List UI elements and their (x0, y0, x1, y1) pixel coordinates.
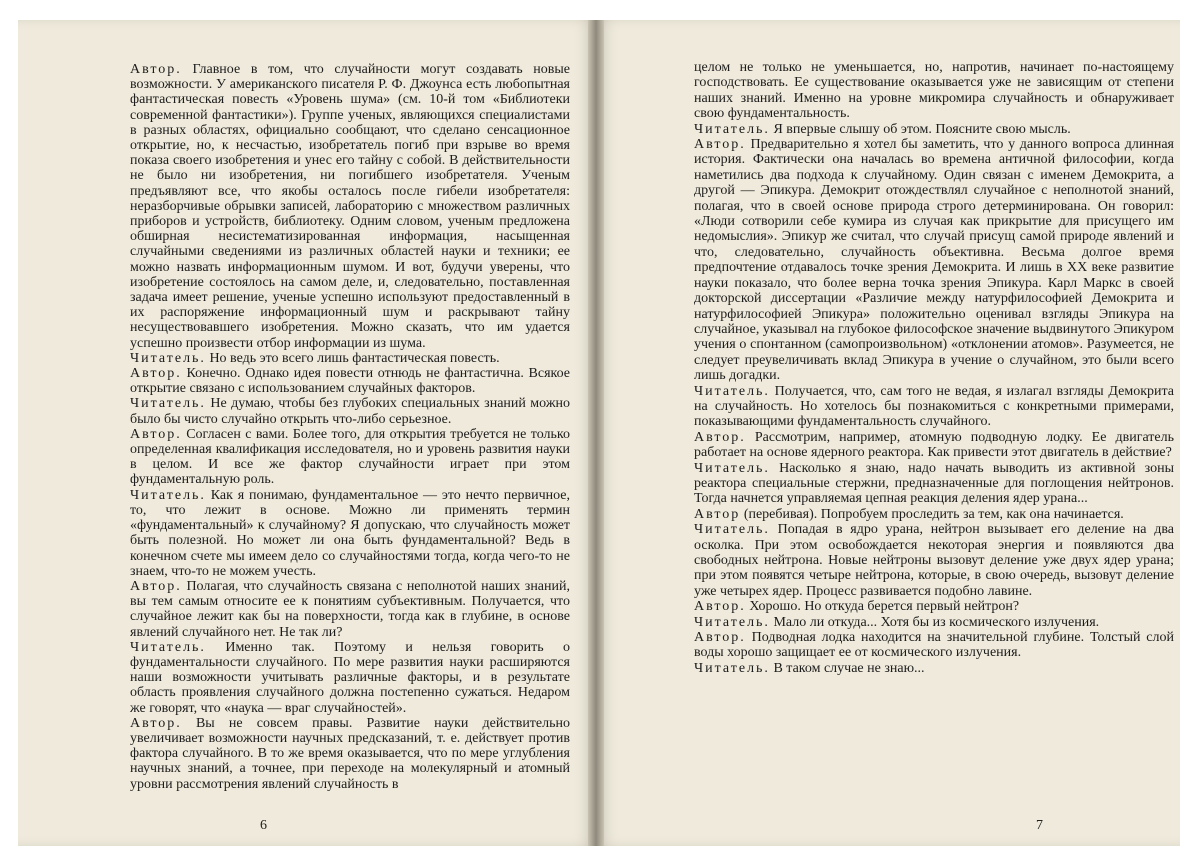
paragraph-text: Я впервые слышу об этом. Поясните свою мысль. (769, 121, 1071, 137)
paragraph-text: Получается, что, сам того не ведая, я излагал взгляды Демокрита на случайность. Но хотелось бы познакомиться с конкретными примерами, показывающими фундаментальность случайного. (694, 383, 1174, 430)
paragraph-text: Предварительно я хотел бы заметить, что у данного вопроса длинная история. Фактически она началась во времена античной философии, когда наметились два подхода к случайному. Один связан с именем Демокрита, а другой — Эпикура. Демокрит отождествлял случайное с неполнотой знаний, полагая, что в своей основе природа строго детерминирована. Он говорил: «Люди сотворили себе кумира из случая как прикрытие для присущего им недомыслия». Эпикур же считал, что случай присущ самой природе явлений и что, следовательно, случайность объективна. Весьма долгое время предпочтение отдавалось точке зрения Демокрита. И лишь в XX веке развитие науки показало, что более верна точка зрения Эпикура. Карл Маркс в своей докторской диссертации «Различие между натурфилософией Демокрита и натурфилософией Эпикура» положительно оценивал взгляды Эпикура на случайное, указывал на глубокое философское значение выдвинутого Эпикуром учения о спонтанном (самопроизвольном) «отклонении атомов». Разумеется, не следует преувеличивать вклад Эпикура в учение о случайном, это были всего лишь догадки. (694, 137, 1174, 384)
speaker-label: Читатель. (694, 460, 770, 476)
speaker-label: Автор. (130, 578, 182, 594)
speaker-label: Читатель. (130, 487, 206, 503)
paragraph-text: Полагая, что случайность связана с неполнотой наших знаний, вы тем самым относите ее к понятиям субъективным. Получается, что случайное лежит как бы на поверхности, тогда как в глубине, в основе явлений случайного нет. Не так ли? (130, 578, 570, 640)
left-page (18, 20, 596, 846)
paragraph-text: Главное в том, что случайности могут создавать новые возможности. У американского писателя Р. Ф. Джоунса есть любопытная фантастическая повесть «Уровень шума» (см. 10-й том «Библиотеки современной фантастики»). Группе ученых, являющихся специалистами в разных областях, официально сообщают, что сделано сенсационное открытие, но, к несчастью, изобретатель погиб при взрыве во время показа своего изобретения и унес его тайну с собой. В действительности не было ни изобретения, ни погибшего изобретателя. Ученым предъявляют все, что якобы осталось после гибели изобретателя: неразборчивые обрывки записей, лабораторию с множеством различных приборов и устройств, библиотеку. Одним словом, ученым предложена обширная несистематизированная информация, насыщенная случайными сведениями из различных областей науки и техники; ее можно назвать информационным шумом. И вот, будучи уверены, что изобретение состоялось на самом деле, и, следовательно, поставленная задача имеет решение, ученые успешно используют предоставленный в их распоряжение информационный шум и раскрывают тайну несуществовавшего изобретения. Можно сказать, что им удается успешно произвести отбор информации из шума. (130, 62, 570, 351)
paragraph (130, 579, 570, 640)
paragraph-text: Хорошо. Но откуда берется первый нейтрон? (745, 599, 1020, 615)
paragraph-text: Конечно. Однако идея повести отнюдь не фантастична. Всякое открытие связано с использованием случайных факторов. (130, 366, 570, 397)
paragraph (694, 60, 1174, 122)
paragraph-text: Как я понимаю, фундаментальное — это нечто первичное, то, что лежит в основе. Можно ли применять термин «фундаментальный» к случайному? Я допускаю, что случайность может быть полезной. Но может ли она быть фундаментальной? Ведь в конечном счете мы имеем дело со случайностями тогда, когда чего-то не знаем, что-то не можем учесть. (130, 487, 570, 579)
speaker-label: Читатель. (694, 121, 770, 137)
book-spread (18, 20, 1180, 846)
speaker-label: Автор. (694, 429, 746, 445)
book-gutter (588, 20, 604, 846)
left-page-text (130, 62, 570, 792)
paragraph-text: Попадая в ядро урана, нейтрон вызывает его деление на два осколка. При этом освобождается некоторая энергия и появляются два свободных нейтрона. Новые нейтроны вызовут деление уже двух ядер урана; при этом появятся четыре нейтрона, которые, в свою очередь, вызовут деление уже четырех ядер. Процесс развивается подобно лавине. (694, 522, 1174, 599)
paragraph-text: Вы не совсем правы. Развитие науки действительно увеличивает возможности научных предсказаний, т. е. действует против фактора случайного. В то же время оказывается, что по мере углубления научных знаний, а точнее, при переходе на молекулярный и атомный уровни рассмотрения явлений случайность в (130, 715, 570, 792)
speaker-label: Автор. (130, 366, 182, 382)
paragraph-text: Не думаю, чтобы без глубоких специальных знаний можно было бы чисто случайно открыть что-либо серьезное. (130, 396, 570, 427)
speaker-label: Читатель. (694, 522, 770, 538)
paragraph (130, 396, 570, 426)
paragraph-text: (перебивая). Попробуем проследить за тем, как она начинается. (740, 506, 1124, 522)
paragraph (694, 615, 1174, 630)
speaker-label: Автор. (130, 62, 182, 77)
speaker-label: Автор. (130, 426, 182, 442)
paragraph (694, 507, 1174, 522)
paragraph (130, 640, 570, 716)
page-number: 7 (1036, 818, 1043, 833)
paragraph (694, 630, 1174, 661)
speaker-label: Автор (694, 506, 741, 522)
paragraph (694, 661, 1174, 676)
speaker-label: Читатель. (694, 660, 770, 676)
paragraph-text: Насколько я знаю, надо начать выводить из активной зоны реактора специальные стержни, предназначенные для поглощения нейтронов. Тогда начнется управляемая цепная реакция деления ядер урана... (694, 460, 1174, 507)
paragraph (130, 488, 570, 579)
paragraph-text: Согласен с вами. Более того, для открытия требуется не только определенная квалификация исследователя, но и уровень развития науки в целом. И все же фактор случайности играет при этом фундаментальную роль. (130, 426, 570, 488)
speaker-label: Читатель. (130, 350, 206, 366)
paragraph (694, 461, 1174, 507)
paragraph-text: В таком случае не знаю... (769, 660, 925, 676)
page-number: 6 (260, 818, 267, 833)
paragraph-text: Но ведь это всего лишь фантастическая повесть. (205, 350, 500, 366)
paragraph-text: Мало ли откуда... Хотя бы из космического излучения. (769, 614, 1100, 630)
speaker-label: Автор. (694, 137, 746, 153)
paragraph (694, 430, 1174, 461)
right-page (596, 20, 1180, 846)
paragraph (694, 384, 1174, 430)
paragraph (130, 366, 570, 396)
speaker-label: Автор. (694, 630, 746, 646)
paragraph (130, 351, 570, 366)
paragraph (694, 137, 1174, 384)
paragraph (130, 62, 570, 351)
speaker-label: Автор. (694, 599, 746, 615)
paragraph (694, 522, 1174, 599)
paragraph (694, 122, 1174, 137)
right-page-text (694, 60, 1174, 676)
paragraph-text: Подводная лодка находится на значительной глубине. Толстый слой воды хорошо защищает ее от космического излучения. (694, 630, 1174, 661)
speaker-label: Читатель. (694, 614, 770, 630)
speaker-label: Читатель. (694, 383, 770, 399)
speaker-label: Читатель. (130, 396, 206, 412)
paragraph (694, 599, 1174, 614)
paragraph (130, 427, 570, 488)
speaker-label: Автор. (130, 715, 182, 731)
paragraph-text: Именно так. Поэтому и нельзя говорить о фундаментальности случайного. По мере развития науки расширяются наши возможности учитывать различные факторы, и в результате область проявления случайного должна постепенно сужаться. Недаром же говорят, что «наука — враг случайностей». (130, 639, 570, 716)
paragraph-text: целом не только не уменьшается, но, напротив, начинает по-настоящему господствовать. Ее существование оказывается уже не зависящим от степени наших знаний. Именно на уровне микромира случайность и обнаруживает свою фундаментальность. (694, 60, 1174, 122)
speaker-label: Читатель. (130, 639, 206, 655)
paragraph-text: Рассмотрим, например, атомную подводную лодку. Ее двигатель работает на основе ядерного реактора. Как привести этот двигатель в действие? (694, 429, 1174, 461)
paragraph (130, 716, 570, 792)
